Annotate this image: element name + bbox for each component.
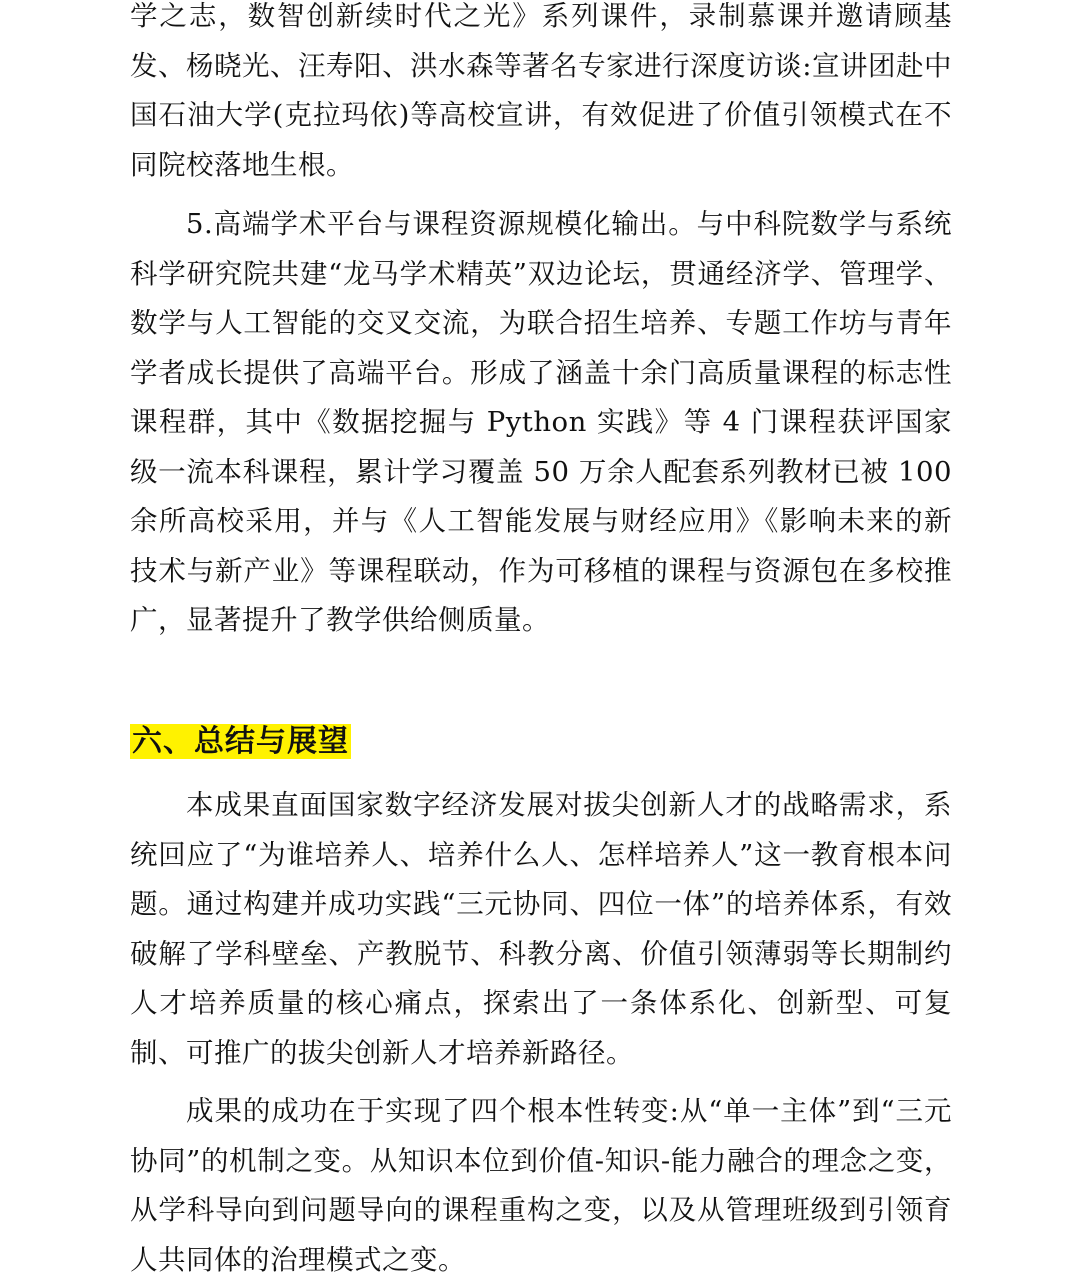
paragraph-summary-1: 本成果直面国家数字经济发展对拔尖创新人才的战略需求，系统回应了“为谁培养人、培养什么人、怎样培养人”这一教育根本问题。通过构建并成功实践“三元协同、四位一体”的培养体系，有效破解了学科壁垒、产教脱节、科教分离、价值引领薄弱等长期制约人才培养质量的核心痛点，探索出了一条体系化、创新型、可复制、可推广的拔尖创新人才培养新路径。 <box>130 789 952 1069</box>
section-heading-text: 六、总结与展望 <box>132 724 349 759</box>
paragraph-summary-2: 成果的成功在于实现了四个根本性转变:从“单一主体”到“三元协同”的机制之变。从知识本位到价值-知识-能力融合的理念之变，从学科导向到问题导向的课程重构之变，以及从管理班级到引领育人共同体的治理模式之变。 <box>130 1095 952 1276</box>
paragraph-intro-tail: 学之志，数智创新续时代之光》系列课件，录制慕课并邀请顾基发、杨晓光、汪寿阳、洪水森等著名专家进行深度访谈:宣讲团赴中国石油大学(克拉玛依)等高校宣讲，有效促进了价值引领模式在不同院校落地生根。 <box>130 0 952 181</box>
paragraph-item-5: 5.高端学术平台与课程资源规模化输出。与中科院数学与系统科学研究院共建“龙马学术精英”双边论坛，贯通经济学、管理学、数学与人工智能的交叉交流，为联合招生培养、专题工作坊与青年学者成长提供了高端平台。形成了涵盖十余门高质量课程的标志性课程群，其中《数据挖掘与 Python 实践》等 4 门课程获评国家级一流本科课程，累计学习覆盖 50 万余人配套系列教材已被 100 余所高校采用，并与《人工智能发展与财经应用》《影响未来的新技术与新产业》等课程联动，作为可移植的课程与资源包在多校推广，显著提升了教学供给侧质量。 <box>130 208 952 636</box>
section-heading <box>130 718 351 766</box>
